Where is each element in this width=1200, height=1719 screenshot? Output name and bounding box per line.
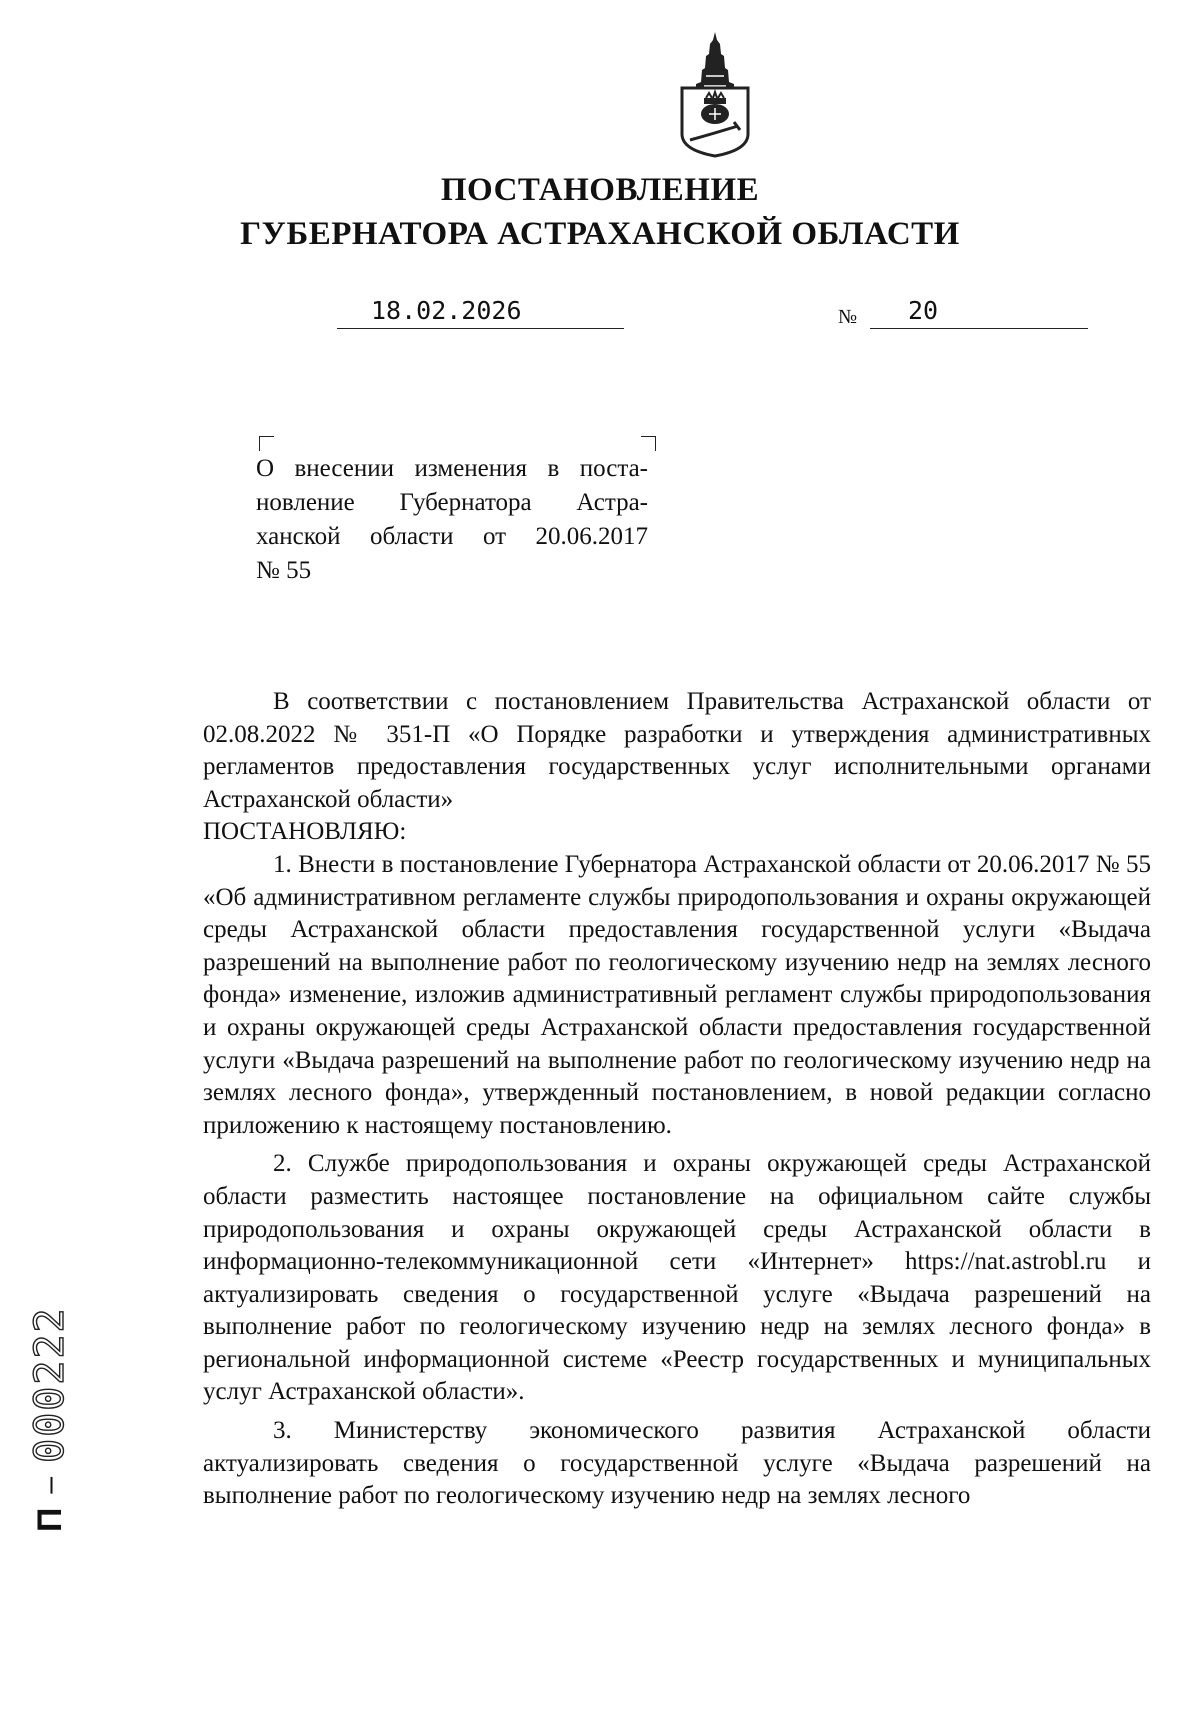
document-issuer: ГУБЕРНАТОРА АСТРАХАНСКОЙ ОБЛАСТИ xyxy=(240,216,960,252)
number-label: № xyxy=(838,306,858,328)
coat-of-arms-icon xyxy=(676,30,754,158)
subject-line: ханской области от 20.06.2017 xyxy=(256,523,648,550)
decree-word: ПОСТАНОВЛЯЮ: xyxy=(203,818,407,846)
item-3-paragraph: 3. Министерству экономического развития Астраханской области актуализировать сведения о государственной услуге «Выдача разрешений на выполнение работ по геологическому изучению недр на землях лесного xyxy=(203,1417,1151,1510)
subject-line: № 55 xyxy=(256,557,312,584)
date-field xyxy=(337,296,624,329)
item-1-paragraph: 1. Внести в постановление Губернатора Астраханской области от 20.06.2017 № 55 «Об административном регламенте службы природопользования и охраны окружающей среды Астраханской области предоставления государственной услуги «Выдача разрешений на выполнение работ по геологическому изучению недр на землях лесного фонда» изменение, изложив административный регламент службы природопользования и охраны окружающей среды Астраханской области предоставления государственной услуги «Выдача разрешений на выполнение работ по геологическому изучению недр на землях лесного фонда», утвержденный постановлением, в новой редакции согласно приложению к настоящему постановлению. xyxy=(203,850,1151,1139)
stamp-dash: – xyxy=(33,1476,66,1494)
stamp-prefix: П xyxy=(30,1507,69,1532)
document-body xyxy=(203,686,1151,1513)
item-2-paragraph: 2. Службе природопользования и охраны окружающей среды Астраханской области разместить настоящее постановление на официальном сайте службы природопользования и охраны окружающей среды Астраханской области в информационно-телекоммуникационной сети «Интернет» https://nat.astrobl.ru и актуализировать сведения о государственной услуге «Выдача разрешений на выполнение работ по геологическому изучению недр на землях лесного фонда» в региональной информационной системе «Реестр государственных и муниципальных услуг Астраханской области». xyxy=(203,1150,1151,1406)
document-title: ПОСТАНОВЛЕНИЕ xyxy=(440,172,760,208)
date-value: 18.02.2026 xyxy=(371,296,522,325)
subject-line: О внесении изменения в поста- xyxy=(256,455,648,482)
registration-stamp xyxy=(22,1292,78,1532)
preamble-paragraph: В соответствии с постановлением Правительства Астраханской области от 02.08.2022 № 351-П «О Порядке разработки и утверждения административных регламентов предоставления государственных услуг исполнительными органами Астраханской области» xyxy=(203,688,1151,813)
subject-bracket-right xyxy=(641,436,656,451)
number-value: 20 xyxy=(908,296,939,325)
number-field xyxy=(870,296,1088,329)
subject-bracket-left xyxy=(259,436,274,451)
subject-line: новление Губернатора Астра- xyxy=(256,489,648,516)
subject-block xyxy=(256,452,648,588)
stamp-code: 000222 xyxy=(27,1306,73,1463)
